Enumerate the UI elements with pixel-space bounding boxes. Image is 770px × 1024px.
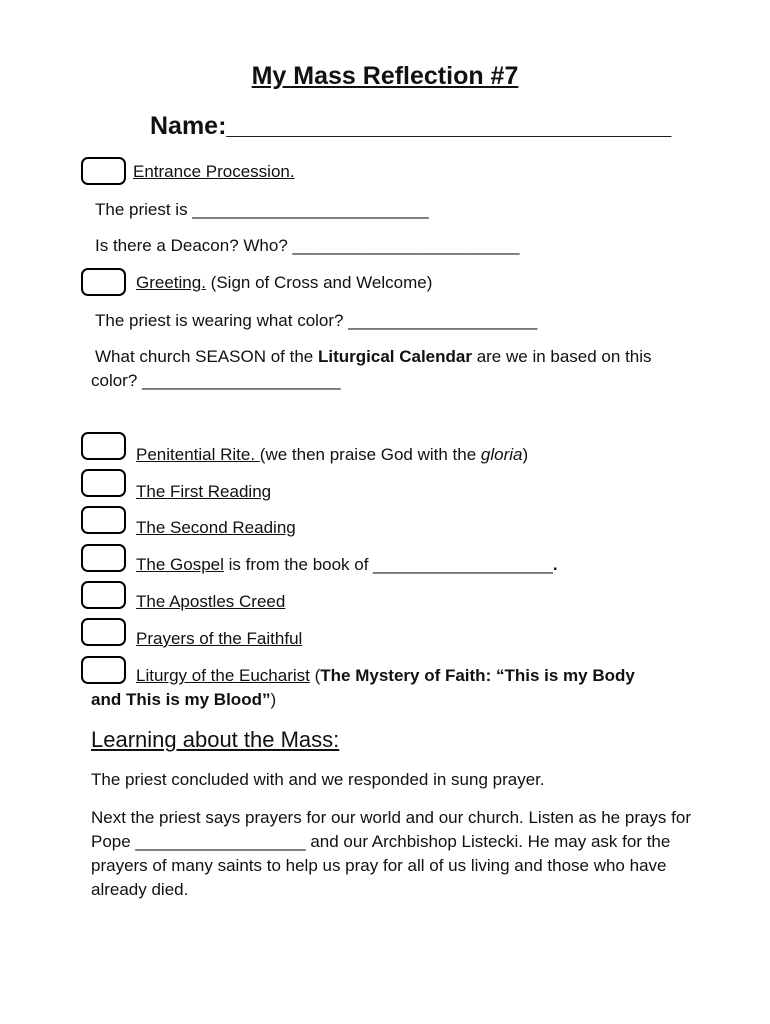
deacon-question: Is there a Deacon? Who? ________________________: [95, 236, 520, 255]
learning-paragraph-1: The priest concluded with and we responded in sung prayer.: [91, 770, 545, 789]
penitential-checkbox[interactable]: [81, 432, 126, 460]
eucharist-label: Liturgy of the Eucharist (The Mystery of Faith: “This is my Body: [136, 666, 635, 685]
name-field-label: Name:________________________________: [150, 112, 672, 140]
gospel-checkbox[interactable]: [81, 544, 126, 572]
second-reading-checkbox[interactable]: [81, 506, 126, 534]
second-reading-label: The Second Reading: [136, 518, 296, 537]
season-answer-line: color? _____________________: [91, 371, 341, 390]
creed-label: The Apostles Creed: [136, 592, 286, 611]
greeting-label: Greeting. (Sign of Cross and Welcome): [136, 273, 433, 292]
gospel-label: The Gospel is from the book of ___________________.: [136, 555, 558, 574]
prayers-checkbox[interactable]: [81, 618, 126, 646]
page-title: My Mass Reflection #7: [251, 62, 519, 90]
learning-paragraph-2: Next the priest says prayers for our world and our church. Listen as he prays for Pope __________________ and our Archbishop Listecki. He may ask for the prayers of many saints to help us pray for all of us living and those who have already died.: [91, 808, 691, 899]
priest-is-line: The priest is _________________________: [95, 200, 429, 219]
learning-heading: Learning about the Mass:: [91, 727, 340, 752]
first-reading-label: The First Reading: [136, 482, 272, 501]
penitential-label: Penitential Rite. (we then praise God with the gloria): [136, 445, 529, 464]
greeting-checkbox[interactable]: [81, 268, 126, 296]
season-question: What church SEASON of the Liturgical Calendar are we in based on this: [95, 347, 652, 366]
creed-checkbox[interactable]: [81, 581, 126, 609]
eucharist-label-cont: and This is my Blood”): [91, 690, 277, 709]
entrance-label: Entrance Procession.: [133, 162, 295, 181]
entrance-checkbox[interactable]: [81, 157, 126, 185]
prayers-label: Prayers of the Faithful: [136, 629, 303, 648]
first-reading-checkbox[interactable]: [81, 469, 126, 497]
eucharist-checkbox[interactable]: [81, 656, 126, 684]
color-question: The priest is wearing what color? ____________________: [95, 311, 538, 330]
